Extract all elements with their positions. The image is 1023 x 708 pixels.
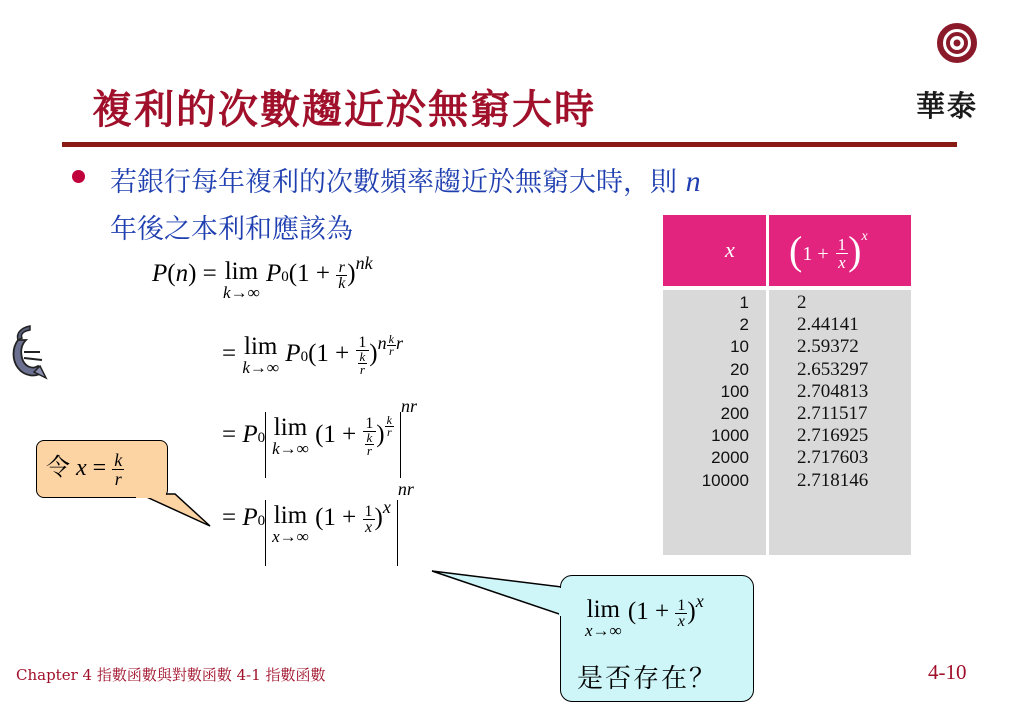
table-cell-value: 2.704813 [797,380,869,402]
table-cell-x: 1 [739,293,749,312]
table-cell-x: 20 [730,359,749,379]
table-cell-value: 2.716925 [797,425,869,447]
callout-substitution-text: 令 x = $\frac{k}{r}$ [46,449,123,489]
callout-question-limit: lim x→∞ (1 + $\frac{1}{x}$ )$^x$ [585,591,704,640]
table-cell-x: 200 [720,404,749,424]
table-cell-x: 1000 [711,426,749,446]
equation-line-3: = P0 lim k→∞ (1 + $\frac{1}{\frac{k}{r}}$ ) $^{\frac{k}{r}}$ $^{nr}$ [222,412,417,478]
table-cell-x: 100 [720,381,749,401]
callout-question-text: 是否存在？ [577,664,718,694]
page-number: 4-10 [928,660,967,684]
table-cell-x: 2 [739,315,749,335]
equation-line-2: = lim k→∞ P0(1 + $\frac{1}{\frac{k}{r}}$ )$^{n \frac{k}{r} r}$ [222,331,403,377]
table-cell-value: 2.717603 [797,447,869,469]
hand-pointer-icon [10,322,48,384]
footer-chapter: Chapter 4 指數函數與對數函數 4-1 指數函數 [16,666,326,684]
callout-left-joint [136,494,166,498]
table-header-expression: (1 + $\frac{1}{x}$ )$^x$ [769,215,911,286]
table-cell-x: 2000 [711,448,749,468]
table-cell-x: 10000 [701,470,749,490]
table-header-x: x [663,215,766,286]
table-cell-value: 2.59372 [797,336,859,358]
slide-title: 複利的次數趨近於無窮大時 [92,86,596,133]
table-column-x [663,290,766,555]
equation-line-1: P(n) = lim k→∞ P0(1 + $\frac{r}{k}$ )$^{nk}$ [152,253,373,302]
table-cell-value: 2.44141 [797,314,859,336]
bullet-dot [72,170,85,183]
table-cell-value: 2.711517 [797,403,868,425]
logo-text: 華泰 [916,89,979,123]
bullet-text-line1: 若銀行每年複利的次數頻率趨近於無窮大時，則 n [110,165,701,198]
table-cell-value: 2.653297 [797,358,869,380]
bullet-text-line2: 年後之本利和應該為 [110,214,353,245]
table-cell-x: 10 [730,337,749,357]
equation-line-4: = P0 lim x→∞ (1 + $\frac{1}{x}$ )$^{xnr}$ [222,500,414,566]
title-divider [62,142,957,147]
table-cell-value: 2 [797,292,807,313]
callout-right-pointer [430,565,570,625]
callout-right-joint [559,588,563,616]
table-column-values [769,290,911,555]
table-cell-value: 2.718146 [797,469,869,491]
